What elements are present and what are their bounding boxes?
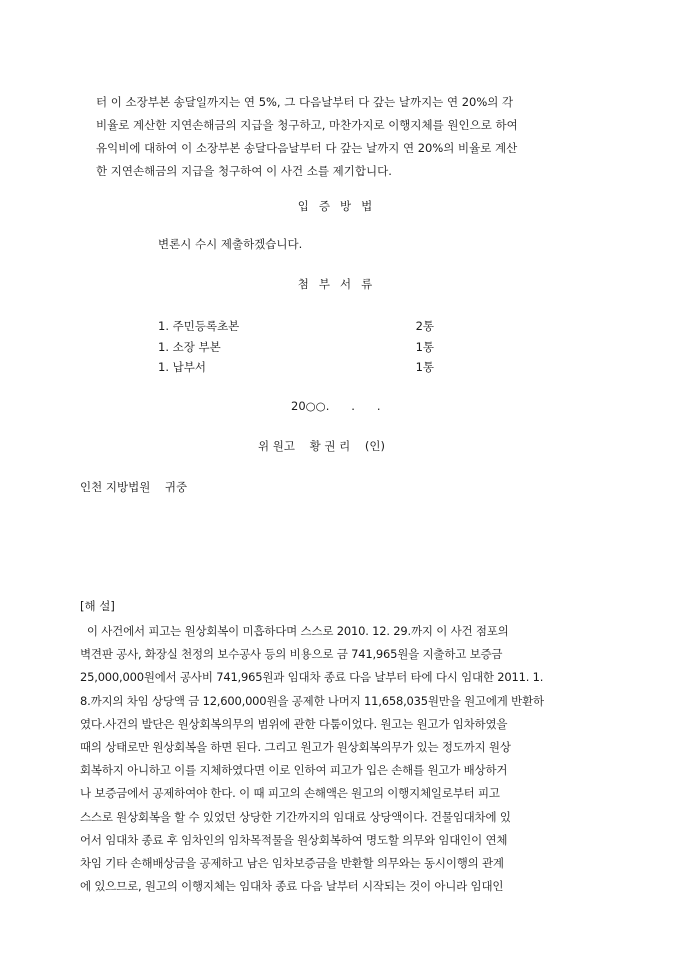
attachment-count: 2통 <box>415 319 434 333</box>
commentary-line: 나 보증금에서 공제하여야 한다. 이 때 피고의 손해액은 원고의 이행지체일로부터 피고 <box>80 786 500 801</box>
commentary-body <box>80 620 600 898</box>
commentary-line: 차임 기타 손해배상금을 공제하고 남은 임차보증금을 반환할 의무와는 동시이행의 관계 <box>80 856 504 871</box>
claim-paragraph <box>96 91 604 183</box>
commentary-line: 에 있으므로, 원고의 이행지체는 임대차 종료 다음 날부터 시작되는 것이 아니라 임대인 <box>80 879 504 894</box>
commentary-line: 이 사건에서 피고는 원상회복이 미흡하다며 스스로 2010. 12. 29.까지 이 사건 점포의 <box>80 624 509 638</box>
attachment-name: 1. 납부서 <box>158 360 206 374</box>
plaintiff-signature: 위 원고 황 권 리 (인) <box>258 439 385 453</box>
attachment-name: 1. 소장 부본 <box>158 340 221 354</box>
attachment-count: 1통 <box>415 340 434 354</box>
claim-line: 유익비에 대하여 이 소장부본 송달다음날부터 다 갚는 날까지 연 20%의 비율로 계산 <box>96 141 518 155</box>
court-addressee: 인천 지방법원 귀중 <box>80 480 188 494</box>
commentary-line: 벽견판 공사, 화장실 천정의 보수공사 등의 비용으로 금 741,965원을 지출하고 보증금 <box>80 647 503 662</box>
attachment-name: 1. 주민등록초본 <box>158 319 240 333</box>
claim-line: 터 이 소장부본 송달일까지는 연 5%, 그 다음날부터 다 갚는 날까지는 연 20%의 각 <box>96 95 514 109</box>
filing-date: 20○○. . . <box>291 399 381 413</box>
commentary-line: 였다.사건의 발단은 원상회복의무의 범위에 관한 다툼이었다. 원고는 원고가 임차하였을 <box>80 716 508 731</box>
commentary-line: 때의 상태로만 원상회복을 하면 된다. 그리고 원고가 원상회복의무가 있는 정도까지 원상 <box>80 740 511 755</box>
attachment-count: 1통 <box>415 360 434 374</box>
commentary-line: 25,000,000원에서 공사비 741,965원과 임대차 종료 다음 날부터 타에 다시 임대한 2011. 1. <box>80 670 544 685</box>
commentary-label: [해 설] <box>80 599 115 613</box>
claim-line: 한 지연손해금의 지급을 청구하여 이 사건 소를 제기합니다. <box>96 164 392 178</box>
evidence-heading: 입증방법 <box>297 199 383 213</box>
evidence-text: 변론시 수시 제출하겠습니다. <box>158 237 303 251</box>
commentary-line: 어서 임대차 종료 후 임차인의 임차목적물을 원상회복하여 명도할 의무와 임대인이 연체 <box>80 832 508 847</box>
claim-line: 비율로 계산한 지연손해금의 지급을 청구하고, 마찬가지로 이행지체를 원인으로 하여 <box>96 118 518 132</box>
commentary-line: 스스로 원상회복을 할 수 있었던 상당한 기간까지의 임대료 상당액이다. 건물임대차에 있 <box>80 809 511 824</box>
attachments-heading: 첨부서류 <box>297 277 383 291</box>
commentary-line: 회복하지 아니하고 이를 지체하였다면 이로 인하여 피고가 입은 손해를 원고가 배상하거 <box>80 763 508 778</box>
commentary-line: 8.까지의 차임 상당액 금 12,600,000원을 공제한 나머지 11,658,035원만을 원고에게 반환하 <box>80 693 544 708</box>
